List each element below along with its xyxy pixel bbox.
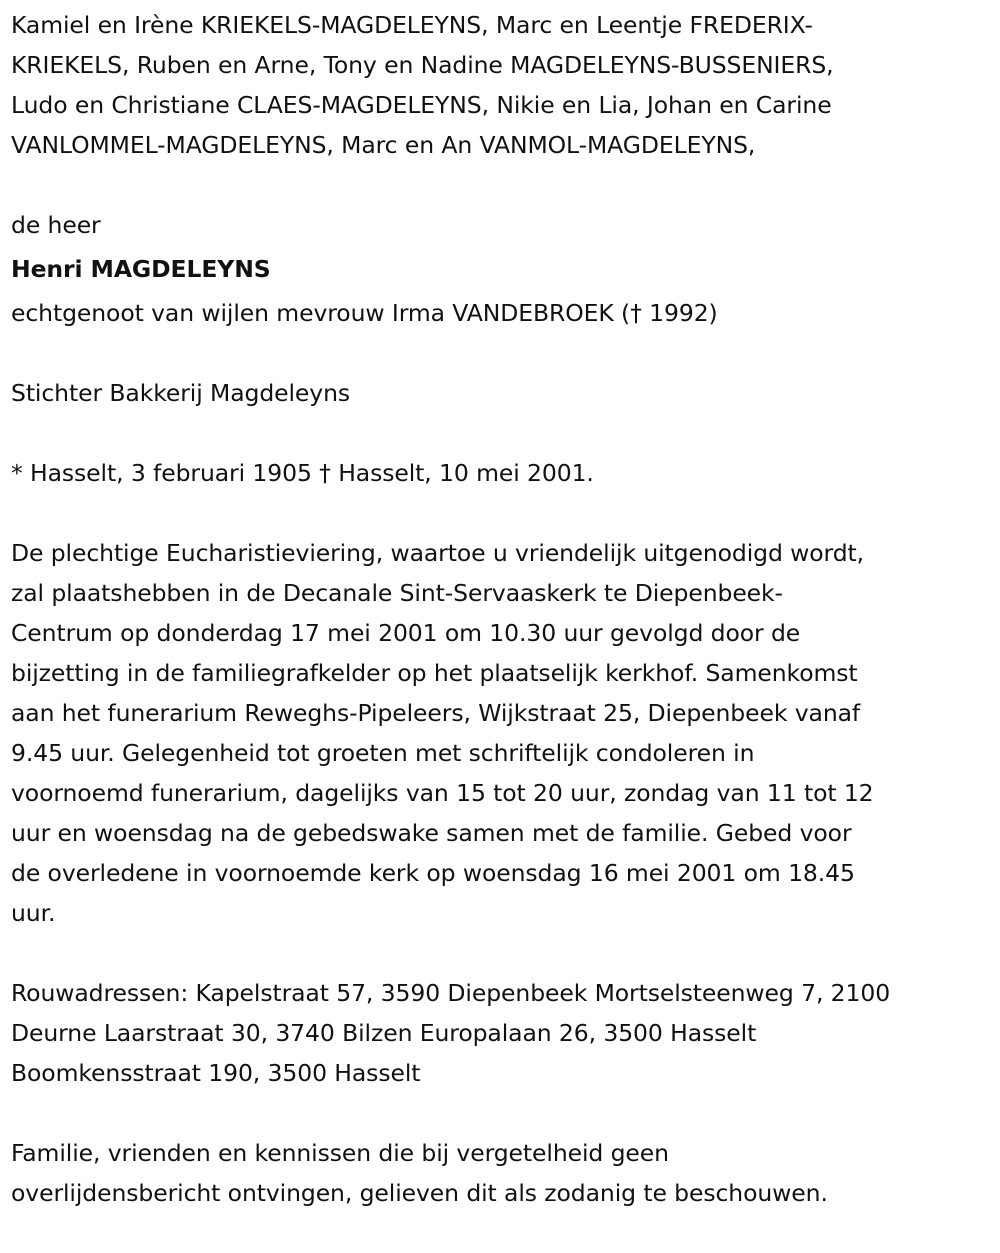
deceased-name: Henri MAGDELEYNS bbox=[11, 255, 271, 283]
text-line: VANLOMMEL-MAGDELEYNS, Marc en An VANMOL-MAGDELEYNS, bbox=[11, 131, 756, 159]
text-line: KRIEKELS, Ruben en Arne, Tony en Nadine MAGDELEYNS-BUSSENIERS, bbox=[11, 51, 834, 79]
text-line: aan het funerarium Reweghs-Pipeleers, Wijkstraat 25, Diepenbeek vanaf bbox=[11, 699, 861, 727]
text-line: Rouwadressen: Kapelstraat 57, 3590 Diepenbeek Mortselsteenweg 7, 2100 bbox=[11, 979, 891, 1007]
paragraph-family bbox=[11, 5, 1000, 165]
obituary-document bbox=[11, 5, 1000, 1253]
text-line: * Hasselt, 3 februari 1905 † Hasselt, 10 mei 2001. bbox=[11, 459, 594, 487]
paragraph-notice bbox=[11, 1133, 1000, 1213]
text-line: Centrum op donderdag 17 mei 2001 om 10.30 uur gevolgd door de bbox=[11, 619, 801, 647]
text-line: Stichter Bakkerij Magdeleyns bbox=[11, 379, 351, 407]
text-line: 9.45 uur. Gelegenheid tot groeten met schriftelijk condoleren in bbox=[11, 739, 755, 767]
paragraph-ceremony bbox=[11, 533, 1000, 933]
paragraph-deceased bbox=[11, 205, 1000, 333]
text-line: overlijdensbericht ontvingen, gelieven dit als zodanig te beschouwen. bbox=[11, 1179, 828, 1207]
text-line: bijzetting in de familiegrafkelder op het plaatselijk kerkhof. Samenkomst bbox=[11, 659, 858, 687]
paragraph-addresses bbox=[11, 973, 1000, 1093]
text-line: De plechtige Eucharistieviering, waartoe u vriendelijk uitgenodigd wordt, bbox=[11, 539, 864, 567]
text-line: Kamiel en Irène KRIEKELS-MAGDELEYNS, Marc en Leentje FREDERIX- bbox=[11, 11, 813, 39]
text-line: de heer bbox=[11, 211, 101, 239]
text-line: zal plaatshebben in de Decanale Sint-Servaaskerk te Diepenbeek- bbox=[11, 579, 783, 607]
text-line: Ludo en Christiane CLAES-MAGDELEYNS, Nikie en Lia, Johan en Carine bbox=[11, 91, 832, 119]
paragraph-occupation bbox=[11, 373, 1000, 413]
text-line: uur. bbox=[11, 899, 56, 927]
spouse-line: echtgenoot van wijlen mevrouw Irma VANDEBROEK († 1992) bbox=[11, 299, 718, 327]
text-line: Deurne Laarstraat 30, 3740 Bilzen Europalaan 26, 3500 Hasselt bbox=[11, 1019, 757, 1047]
text-line: Familie, vrienden en kennissen die bij vergetelheid geen bbox=[11, 1139, 669, 1167]
text-line: voornoemd funerarium, dagelijks van 15 tot 20 uur, zondag van 11 tot 12 bbox=[11, 779, 874, 807]
text-line: de overledene in voornoemde kerk op woensdag 16 mei 2001 om 18.45 bbox=[11, 859, 855, 887]
text-line: uur en woensdag na de gebedswake samen met de familie. Gebed voor bbox=[11, 819, 852, 847]
text-line: Boomkensstraat 190, 3500 Hasselt bbox=[11, 1059, 421, 1087]
paragraph-dates bbox=[11, 453, 1000, 493]
